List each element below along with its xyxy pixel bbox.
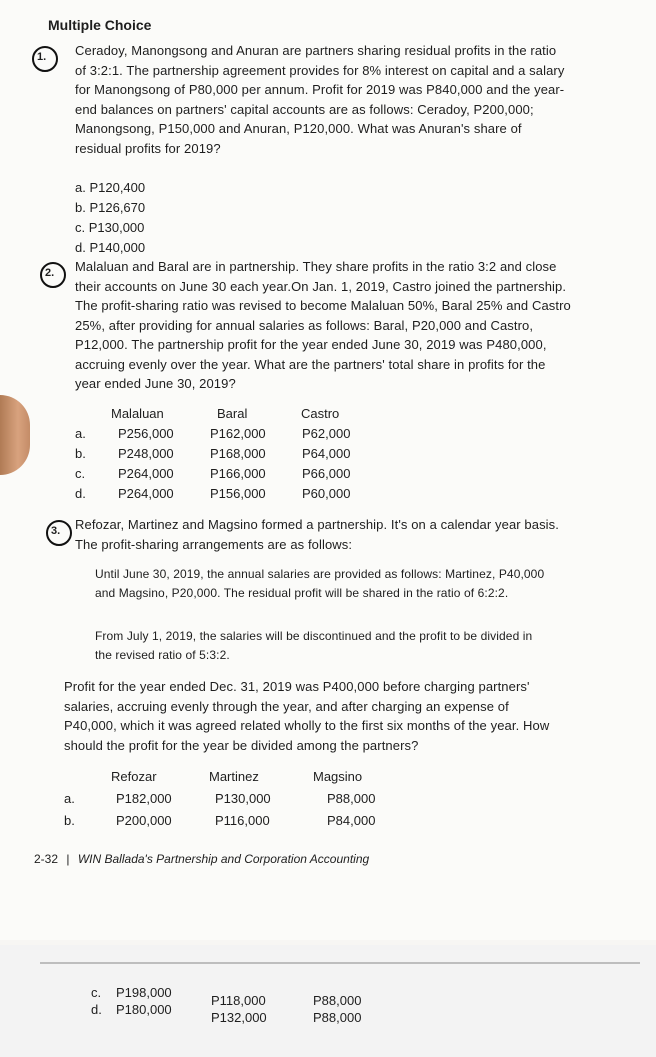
- column-header: Refozar: [111, 769, 157, 784]
- column-header: Malaluan: [111, 406, 164, 421]
- option-d-label[interactable]: d.: [91, 1002, 102, 1017]
- book-title: WIN Ballada's Partnership and Corporation Accounting: [77, 852, 370, 866]
- question-2-number: 2.: [45, 267, 55, 279]
- option-b-label[interactable]: b.: [75, 446, 86, 461]
- column-header: Castro: [301, 406, 340, 421]
- question-3-intro: Refozar, Martinez and Magsino formed a partnership. It's on a calendar year basis. The profit-sharing arrangements are as follows:: [75, 517, 559, 552]
- question-3-arrangement-2: From July 1, 2019, the salaries will be discontinued and the profit to be divided in the revised ratio of 5:3:2.: [95, 629, 533, 662]
- question-1-number: 1.: [37, 51, 47, 63]
- divider-rule: [40, 962, 640, 964]
- option-c[interactable]: c. P130,000: [75, 220, 145, 235]
- footer-separator: |: [66, 852, 70, 866]
- option-d[interactable]: d. P140,000: [75, 240, 146, 255]
- option-d-label[interactable]: d.: [75, 486, 86, 501]
- question-3-number: 3.: [51, 525, 61, 537]
- column-header: Magsino: [313, 769, 363, 784]
- option-b-label[interactable]: b.: [64, 813, 75, 828]
- option-c-label[interactable]: c.: [91, 985, 102, 1000]
- column-header: Baral: [217, 406, 248, 421]
- option-a-label[interactable]: a.: [64, 791, 75, 806]
- question-3-arrangement-1: Until June 30, 2019, the annual salaries are provided as follows: Martinez, P40,000 and Magsino, P20,000. The residual profit will be shared in the ratio of 6:2:2.: [95, 567, 545, 600]
- page-footer: [34, 852, 369, 866]
- section-heading: Multiple Choice: [48, 17, 152, 33]
- option-a[interactable]: a. P120,400: [75, 180, 146, 195]
- question-1-options: [75, 178, 145, 258]
- column-header: Martinez: [209, 769, 259, 784]
- question-1-text: Ceradoy, Manongsong and Anuran are partners sharing residual profits in the ratio of 3:2:1. The partnership agreement provides for 8% interest on capital and a salary for Manongsong of P80,000 per annum. Profit for 2019 was P840,000 and the year- end balances on partners' capital accounts are as follows: Ceradoy, P200,000; Manongsong, P150,000 and Anuran, P120,000. What was Anuran's share of residual profits for 2019?: [75, 43, 565, 156]
- question-3-body: Profit for the year ended Dec. 31, 2019 was P400,000 before charging partners' salaries, accruing evenly through the year, and after charging an expense of P40,000, which it was agreed related wholly to the first six months of the year. How should the profit for the year be divided among the partners?: [64, 679, 550, 753]
- option-a-label[interactable]: a.: [75, 426, 86, 441]
- option-b[interactable]: b. P126,670: [75, 200, 146, 215]
- option-c-label[interactable]: c.: [75, 466, 86, 481]
- page-number: 2-32: [34, 852, 59, 866]
- question-2-text: Malaluan and Baral are in partnership. They share profits in the ratio 3:2 and close their accounts on June 30 each year.On Jan. 1, 2019, Castro joined the partnership. The profit-sharing ratio was revised to become Malaluan 50%, Baral 25% and Castro 25%, after providing for annual salaries as follows: Baral, P20,000 and Castro, P12,000. The partnership profit for the year ended June 30, 2019 was P480,000, accruing evenly over the year. What are the partners' total share in profits for the year ended June 30, 2019?: [75, 259, 571, 391]
